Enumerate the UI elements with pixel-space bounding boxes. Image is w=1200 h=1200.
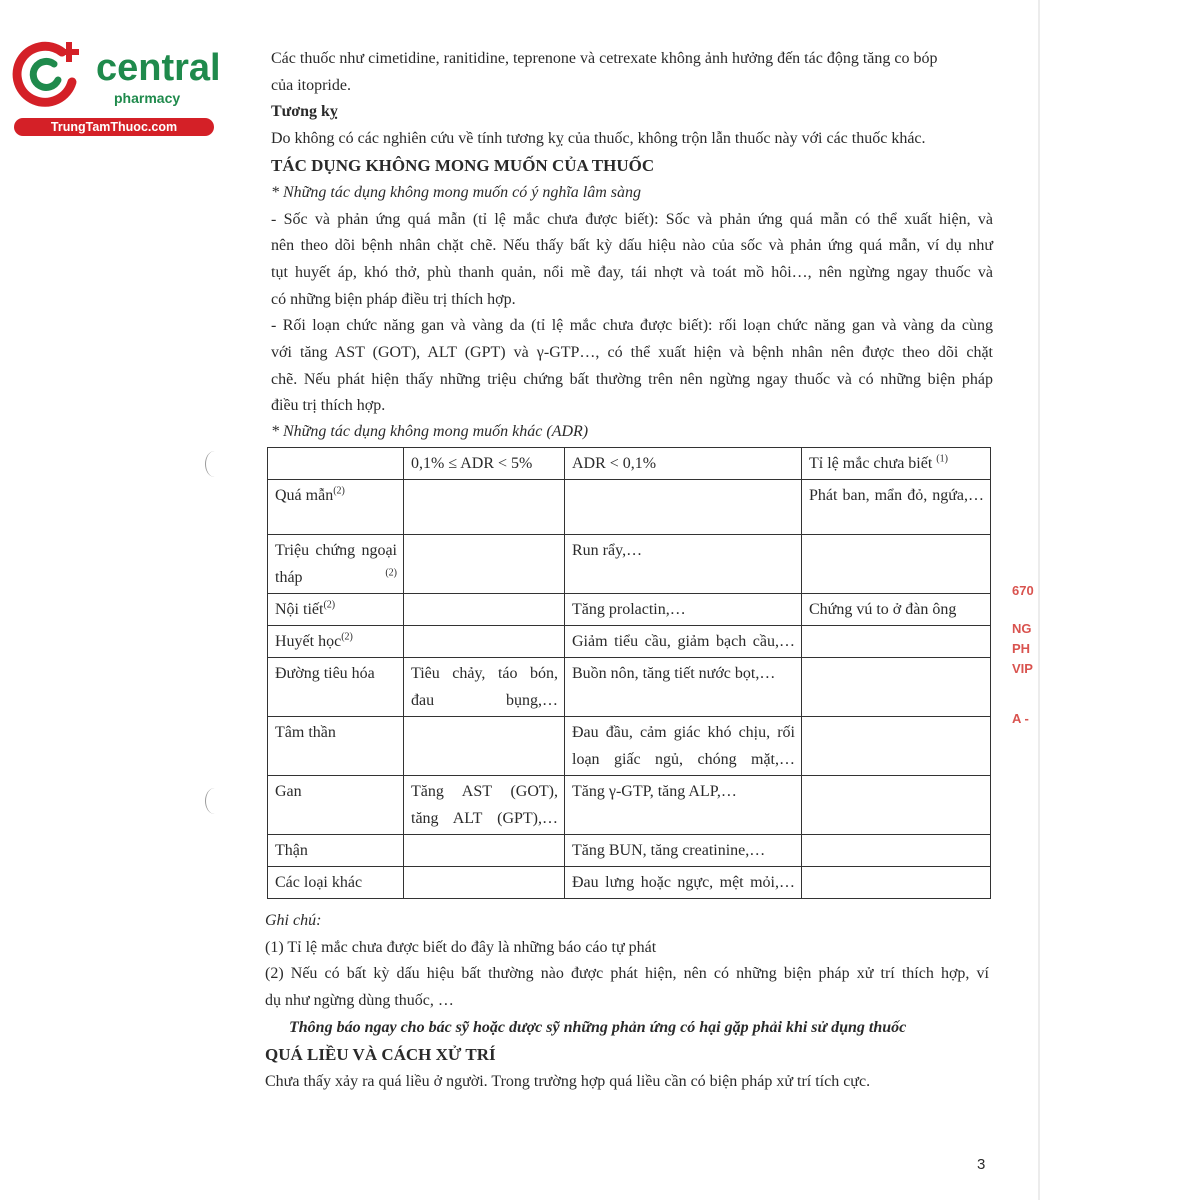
row-label-text: Huyết học xyxy=(275,633,342,650)
table-cell xyxy=(404,835,565,867)
row-label xyxy=(268,867,404,899)
row-label xyxy=(268,626,404,658)
row-label-text: Thận xyxy=(275,842,308,859)
row-label-text: Các loại khác xyxy=(275,874,363,891)
table-cell xyxy=(802,535,991,594)
subheading: * Những tác dụng không mong muốn có ý nghĩa lâm sàng xyxy=(271,184,642,201)
note-line: (2) Nếu có bất kỳ dấu hiệu bất thường nào được phát hiện, nên có những biện pháp xử trí thích hợp, ví xyxy=(265,965,989,982)
table-cell xyxy=(802,626,991,658)
text-line: Các thuốc như cimetidine, ranitidine, teprenone và cetrexate không ảnh hưởng đến tác động tăng co bóp xyxy=(271,50,938,67)
table-cell: Tăng AST (GOT), tăng ALT (GPT),… xyxy=(404,776,565,835)
table-cell: Tăng prolactin,… xyxy=(565,594,802,626)
table-cell: Giảm tiểu cầu, giảm bạch cầu,… xyxy=(565,626,802,658)
section-heading-tuong-ky: Tương kỵ xyxy=(271,103,338,120)
page-number: 3 xyxy=(977,1156,986,1173)
table-header-row xyxy=(268,448,991,480)
table-row xyxy=(268,717,991,776)
row-label-text: Triệu chứng ngoại tháp xyxy=(275,542,397,586)
table-cell xyxy=(565,480,802,535)
text-line: của itopride. xyxy=(271,77,351,94)
stamp-text: NG xyxy=(1012,621,1032,636)
table-row xyxy=(268,658,991,717)
footnote-mark: (2) xyxy=(323,599,336,611)
central-pharmacy-logo[interactable] xyxy=(10,38,221,138)
punch-hole-mark xyxy=(205,788,224,814)
table-cell xyxy=(802,867,991,899)
table-cell xyxy=(404,717,565,776)
row-label xyxy=(268,658,404,717)
table-header: 0,1% ≤ ADR < 5% xyxy=(404,448,565,480)
note-heading: Ghi chú: xyxy=(265,912,322,929)
table-cell: Tiêu chảy, táo bón, đau bụng,… xyxy=(404,658,565,717)
note-line: (1) Tỉ lệ mắc chưa được biết do đây là những báo cáo tự phát xyxy=(265,939,657,956)
table-cell xyxy=(802,835,991,867)
row-label-text: Tâm thần xyxy=(275,724,336,741)
table-cell xyxy=(404,594,565,626)
row-label-text: Nội tiết xyxy=(275,601,324,618)
text-line: - Sốc và phản ứng quá mẫn (tỉ lệ mắc chưa được biết): Sốc và phản ứng quá mẫn có thể xuất hiện, và xyxy=(271,211,993,228)
row-label xyxy=(268,535,404,594)
table-row xyxy=(268,867,991,899)
table-cell: Tăng BUN, tăng creatinine,… xyxy=(565,835,802,867)
table-cell xyxy=(404,626,565,658)
row-label-text: Gan xyxy=(275,783,302,800)
adr-table xyxy=(267,447,991,899)
text-line: với tăng AST (GOT), ALT (GPT) và γ-GTP…, có thể xuất hiện và bệnh nhân nên được theo dõi chặt xyxy=(271,344,993,361)
table-cell xyxy=(802,717,991,776)
table-cell xyxy=(404,867,565,899)
table-row xyxy=(268,480,991,535)
footnote-mark: (2) xyxy=(341,631,353,643)
table-row xyxy=(268,535,991,594)
table-cell xyxy=(802,658,991,717)
text-line: - Rối loạn chức năng gan và vàng da (tỉ lệ mắc chưa được biết): rối loạn chức năng gan và vàng da cùng xyxy=(271,317,993,334)
row-label xyxy=(268,480,404,535)
stamp-text: VIP xyxy=(1012,661,1033,676)
table-header xyxy=(268,448,404,480)
table-cell: Phát ban, mẩn đỏ, ngứa,… xyxy=(802,480,991,535)
warning-text: Thông báo ngay cho bác sỹ hoặc dược sỹ những phản ứng có hại gặp phải khi sử dụng thuốc xyxy=(289,1019,907,1036)
footnote-mark: (2) xyxy=(385,567,397,579)
table-row xyxy=(268,594,991,626)
punch-hole-mark xyxy=(205,451,224,477)
footnote-mark: (2) xyxy=(333,485,345,497)
stamp-text: A - xyxy=(1012,711,1029,726)
header-text: Tỉ lệ mắc chưa biết xyxy=(809,455,933,472)
table-row xyxy=(268,776,991,835)
subheading: * Những tác dụng không mong muốn khác (ADR) xyxy=(271,423,589,440)
text-line: điều trị thích hợp. xyxy=(271,397,386,414)
logo-sub-text: pharmacy xyxy=(114,90,181,106)
row-label xyxy=(268,717,404,776)
table-cell: Buồn nôn, tăng tiết nước bọt,… xyxy=(565,658,802,717)
text-line: Chưa thấy xảy ra quá liều ở người. Trong trường hợp quá liều cần có biện pháp xử trí tích cực. xyxy=(265,1073,871,1090)
row-label xyxy=(268,594,404,626)
stamp-text: 670 xyxy=(1012,583,1034,598)
footnote-mark: (1) xyxy=(936,453,948,465)
text-line: Do không có các nghiên cứu về tính tương kỵ của thuốc, không trộn lẫn thuốc này với các thuốc khác. xyxy=(271,130,926,147)
text-line: nên theo dõi bệnh nhân chặt chẽ. Nếu thấy bất kỳ dấu hiệu nào của sốc và phản ứng quá mẫn, ví dụ như xyxy=(271,237,993,254)
text-line: tụt huyết áp, khó thở, phù thanh quản, nổi mề đay, tái nhợt và toát mồ hôi…, nên ngừng ngay thuốc và xyxy=(271,264,993,281)
logo-brand-text: central xyxy=(96,47,221,89)
note-line: dụ như ngừng dùng thuốc, … xyxy=(265,992,454,1009)
table-cell: Chứng vú to ở đàn ông xyxy=(802,594,991,626)
table-cell xyxy=(404,535,565,594)
text-line: có những biện pháp điều trị thích hợp. xyxy=(271,291,516,308)
row-label xyxy=(268,835,404,867)
table-header xyxy=(802,448,991,480)
table-cell xyxy=(404,480,565,535)
table-cell: Đau lưng hoặc ngực, mệt mỏi,… xyxy=(565,867,802,899)
table-header: ADR < 0,1% xyxy=(565,448,802,480)
section-heading-tac-dung: TÁC DỤNG KHÔNG MONG MUỐN CỦA THUỐC xyxy=(271,156,655,175)
table-cell: Run rẩy,… xyxy=(565,535,802,594)
section-heading-qua-lieu: QUÁ LIỀU VÀ CÁCH XỬ TRÍ xyxy=(265,1045,496,1064)
table-row xyxy=(268,835,991,867)
table-row xyxy=(268,626,991,658)
red-stamp-fragment xyxy=(1012,575,1042,735)
table-cell: Đau đầu, cảm giác khó chịu, rối loạn giấc ngủ, chóng mặt,… xyxy=(565,717,802,776)
row-label-text: Quá mẫn xyxy=(275,487,334,504)
logo-url-badge[interactable]: TrungTamThuoc.com xyxy=(14,118,214,136)
stamp-text: PH xyxy=(1012,641,1031,656)
logo-emblem-icon xyxy=(10,38,90,110)
text-line: chẽ. Nếu phát hiện thấy những triệu chứng bất thường trên nên ngừng ngay thuốc và có những biện pháp xyxy=(271,371,993,388)
table-cell xyxy=(802,776,991,835)
row-label xyxy=(268,776,404,835)
row-label-text: Đường tiêu hóa xyxy=(275,665,375,682)
table-cell: Tăng γ-GTP, tăng ALP,… xyxy=(565,776,802,835)
